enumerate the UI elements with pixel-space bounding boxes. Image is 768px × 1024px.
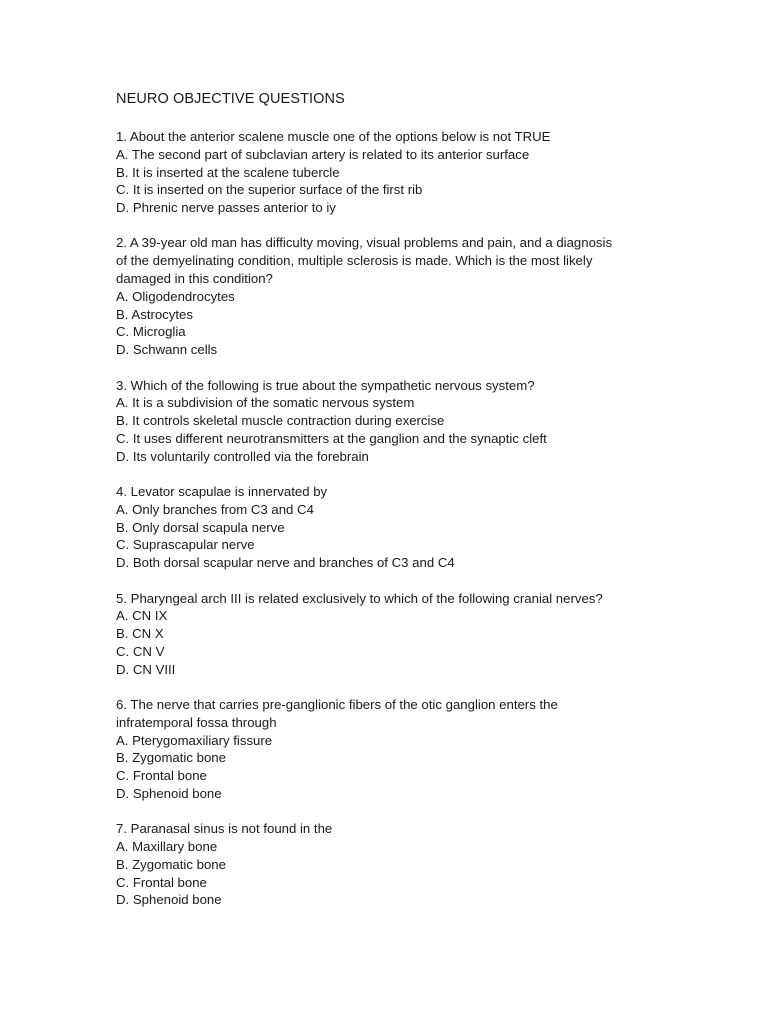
question-text: of the demyelinating condition, multiple sclerosis is made. Which is the most likely [116,253,593,269]
answer-option: A. Only branches from C3 and C4 [116,501,314,517]
answer-option: C. It is inserted on the superior surface of the first rib [116,182,423,198]
answer-option: D. Its voluntarily controlled via the forebrain [116,448,369,464]
question-text: infratemporal fossa through [116,714,277,730]
answer-option: D. CN VIII [116,661,176,677]
answer-option: C. It uses different neurotransmitters at the ganglion and the synaptic cleft [116,430,547,446]
answer-option: C. Frontal bone [116,874,207,890]
question-5 [116,590,736,679]
question-text: damaged in this condition? [116,271,273,287]
answer-option: A. It is a subdivision of the somatic nervous system [116,395,415,411]
answer-option: B. Only dorsal scapula nerve [116,519,285,535]
answer-option: B. CN X [116,626,164,642]
answer-option: B. It controls skeletal muscle contraction during exercise [116,413,445,429]
question-text: 4. Levator scapulae is innervated by [116,484,328,500]
question-text: 5. Pharyngeal arch III is related exclusively to which of the following cranial nerves? [116,590,603,606]
question-list [116,128,736,909]
answer-option: C. Microglia [116,324,186,340]
document-title: NEURO OBJECTIVE QUESTIONS [116,91,345,107]
question-4 [116,483,736,572]
answer-option: A. Oligodendrocytes [116,288,235,304]
answer-option: C. Frontal bone [116,768,207,784]
question-6 [116,696,736,803]
answer-option: D. Schwann cells [116,342,218,358]
answer-option: C. CN V [116,643,165,659]
answer-option: B. Astrocytes [116,306,193,322]
question-text: 2. A 39-year old man has difficulty moving, visual problems and pain, and a diagnosis [116,235,613,251]
answer-option: B. It is inserted at the scalene tubercle [116,164,340,180]
answer-option: D. Sphenoid bone [116,892,222,908]
question-text: 3. Which of the following is true about the sympathetic nervous system? [116,377,535,393]
answer-option: A. CN IX [116,608,168,624]
answer-option: A. Maxillary bone [116,839,218,855]
question-3 [116,377,736,466]
answer-option: D. Phrenic nerve passes anterior to iy [116,200,336,216]
answer-option: B. Zygomatic bone [116,856,226,872]
answer-option: A. Pterygomaxiliary fissure [116,732,273,748]
question-1 [116,128,736,217]
question-text: 1. About the anterior scalene muscle one of the options below is not TRUE [116,129,551,144]
document-page [116,89,736,927]
answer-option: D. Sphenoid bone [116,786,222,801]
question-7 [116,820,736,909]
answer-option: D. Both dorsal scapular nerve and branches of C3 and C4 [116,555,455,571]
question-2 [116,234,736,359]
answer-option: C. Suprascapular nerve [116,537,255,553]
question-text: 7. Paranasal sinus is not found in the [116,821,333,837]
question-text: 6. The nerve that carries pre-ganglionic fibers of the otic ganglion enters the [116,697,558,713]
answer-option: B. Zygomatic bone [116,750,226,766]
answer-option: A. The second part of subclavian artery is related to its anterior surface [116,146,530,162]
